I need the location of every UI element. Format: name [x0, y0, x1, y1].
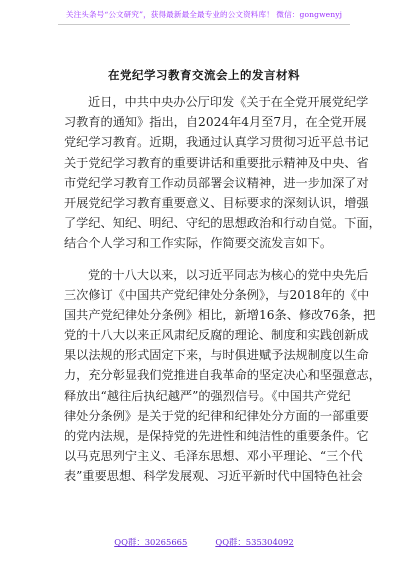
paragraph [64, 265, 381, 487]
qq-group-1: QQ群：30265665 [114, 537, 188, 547]
header-notice: 关注头条号“公文研究”，获得最新最全最专业的公文资料库！ 微信：gongwenyj [65, 10, 343, 19]
text-line: 党的十八大以来，以习近平同志为核心的党中央先后 [88, 267, 369, 282]
text-line: 三次修订《中国共产党纪律处分条例》，与2018年的《中 [64, 287, 370, 302]
document-body [64, 92, 381, 487]
document-title: 在党纪学习教育交流会上的发言材料 [108, 68, 300, 82]
text-line: 力，充分彰显我们党推进自我革命的坚定决心和坚强意志， [64, 368, 381, 383]
text-line: 党纪学习教育。近期，我通过认真学习贯彻习近平总书记 [64, 135, 369, 150]
text-line: 的党内法规，是保持党的先进性和纯洁性的重要条件。它 [64, 429, 369, 443]
paragraph [64, 92, 381, 254]
paragraph-gap [64, 254, 344, 265]
text-line: 国共产党纪律处分条例》相比，新增16条、修改76条，把 [64, 307, 376, 322]
footer-contact [0, 536, 408, 548]
text-line: 释放出“越往后执纪越严”的强烈信号。《中国共产党纪 [64, 388, 351, 403]
text-line: 以马克思列宁主义、毛泽东思想、邓小平理论、“三个代 [64, 449, 363, 464]
text-line: 党的十八大以来正风肃纪反腐的理论、制度和实践创新成 [64, 328, 369, 343]
text-line: 表”重要思想、科学发展观、习近平新时代中国特色社会 [64, 469, 363, 484]
text-line: 关于党纪学习教育的重要讲话和重要批示精神及中央、省 [64, 155, 369, 170]
text-line: 习教育的通知》指出，自2024年4月至7月，在全党开展 [64, 115, 367, 130]
text-line: 果以法规的形式固定下来，与时俱进赋予法规制度以生命 [64, 348, 369, 363]
text-line: 律处分条例》是关于党的纪律和纪律处分方面的一部重要 [64, 408, 369, 423]
text-line: 结合个人学习和工作实际，作简要交流发言如下。 [64, 236, 333, 251]
text-line: 近日，中共中央办公厅印发《关于在全党开展党纪学 [88, 95, 369, 109]
qq-group-2: QQ群：535304092 [215, 537, 294, 547]
text-line: 了学纪、知纪、明纪、守纪的思想政治和行动自觉。下面， [64, 216, 381, 231]
text-line: 市党纪学习教育工作动员部署会议精神，进一步加深了对 [64, 175, 369, 190]
text-line: 开展党纪学习教育重要意义、目标要求的深刻认识，增强 [64, 195, 369, 210]
header-divider [58, 24, 350, 25]
